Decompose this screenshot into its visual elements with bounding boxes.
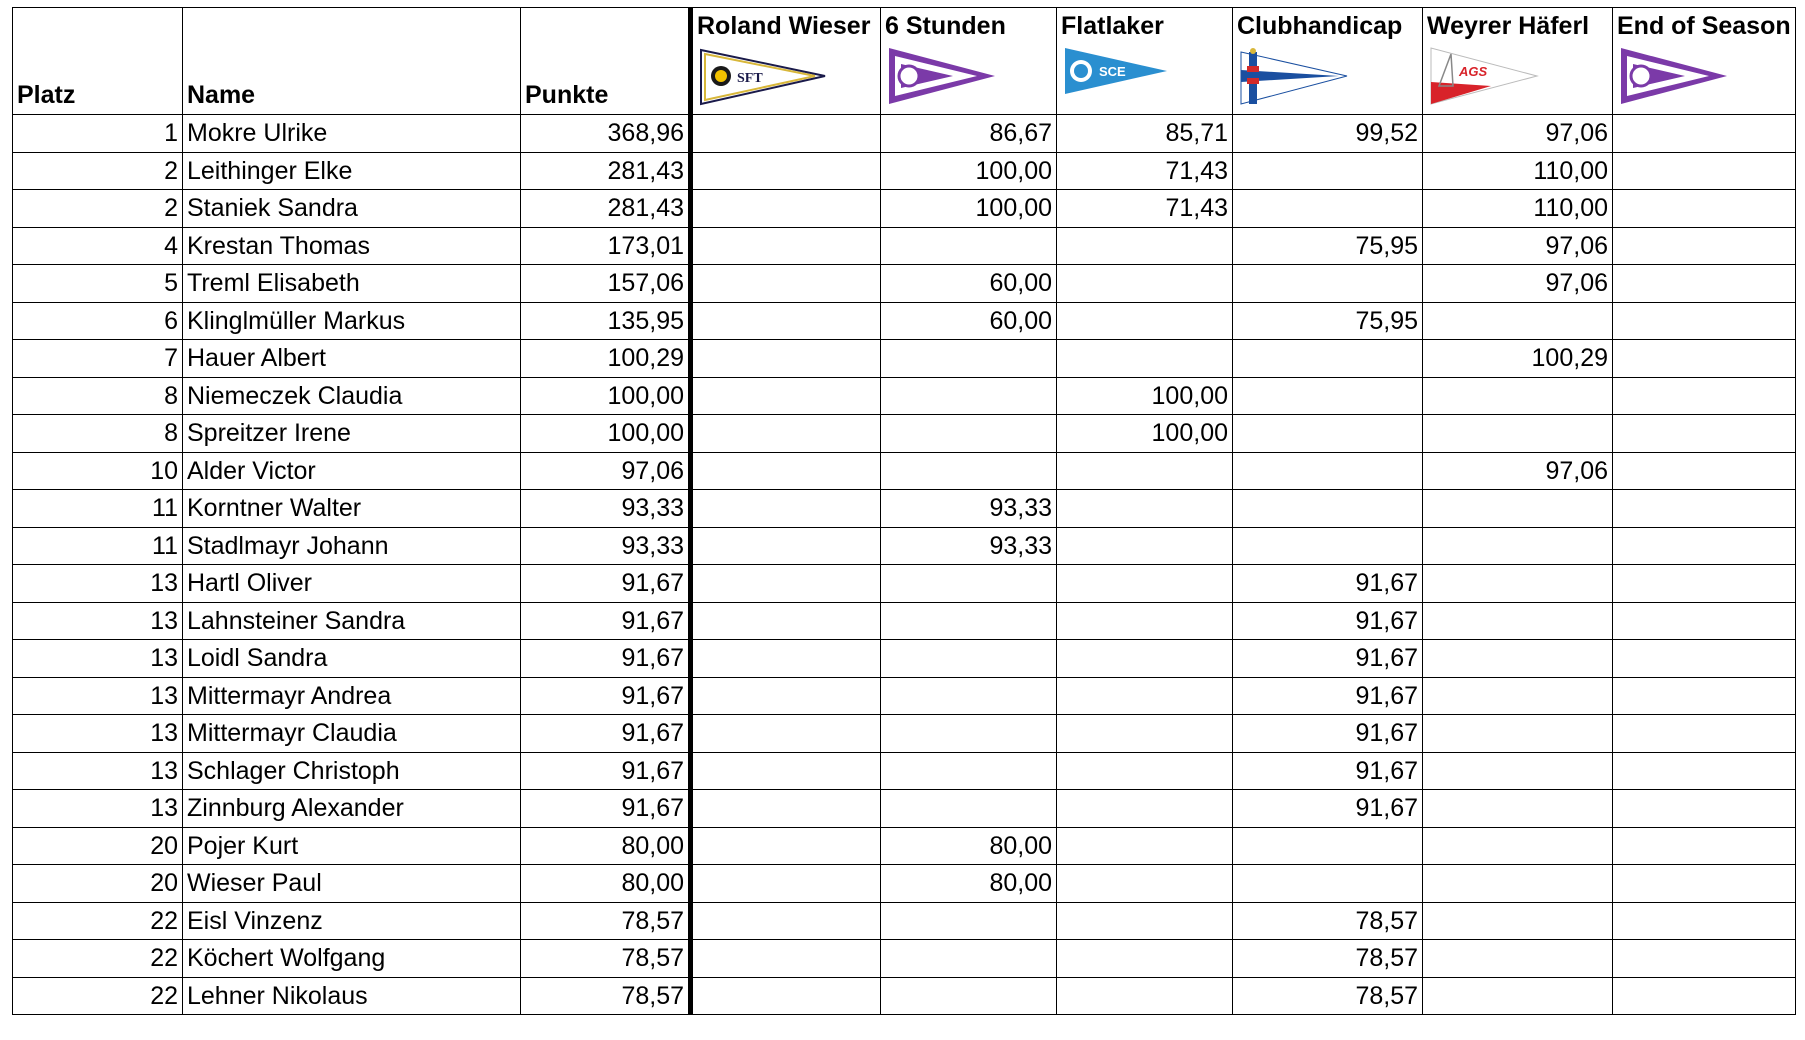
event-points-cell[interactable] (1613, 677, 1796, 715)
event-points-cell[interactable] (1233, 865, 1423, 903)
name-cell[interactable]: Staniek Sandra (183, 190, 521, 228)
punkte-cell[interactable]: 173,01 (521, 227, 691, 265)
platz-cell[interactable]: 20 (13, 865, 183, 903)
table-row (13, 865, 1796, 903)
event-points-cell[interactable]: 100,00 (881, 152, 1057, 190)
event-points-cell[interactable] (881, 452, 1057, 490)
platz-cell[interactable]: 13 (13, 602, 183, 640)
name-cell[interactable]: Krestan Thomas (183, 227, 521, 265)
purple-burgee-icon (887, 46, 997, 106)
results-table (12, 7, 1796, 1015)
event-points-cell[interactable]: 100,00 (1057, 415, 1233, 453)
event-points-cell[interactable] (1613, 452, 1796, 490)
table-row (13, 715, 1796, 753)
event-points-cell[interactable]: 97,06 (1423, 452, 1613, 490)
event-points-cell[interactable] (691, 340, 881, 378)
name-cell[interactable]: Mittermayr Claudia (183, 715, 521, 753)
event-points-cell[interactable]: 93,33 (881, 490, 1057, 528)
event-points-cell[interactable] (691, 115, 881, 153)
ags-burgee-icon (1429, 46, 1539, 106)
event-points-cell[interactable] (881, 752, 1057, 790)
event-points-cell[interactable] (1057, 602, 1233, 640)
event-points-cell[interactable] (881, 677, 1057, 715)
event-points-cell[interactable] (1423, 752, 1613, 790)
table-row (13, 977, 1796, 1015)
punkte-cell[interactable]: 78,57 (521, 902, 691, 940)
event-points-cell[interactable] (691, 415, 881, 453)
event-points-cell[interactable] (1233, 152, 1423, 190)
event-points-cell[interactable] (1613, 190, 1796, 228)
event-points-cell[interactable] (1233, 490, 1423, 528)
name-cell[interactable]: Leithinger Elke (183, 152, 521, 190)
event-points-cell[interactable] (1233, 452, 1423, 490)
event-points-cell[interactable] (1423, 865, 1613, 903)
event-points-cell[interactable] (1613, 902, 1796, 940)
event-points-cell[interactable] (1423, 565, 1613, 603)
event-points-cell[interactable] (691, 940, 881, 978)
event-points-cell[interactable] (1233, 527, 1423, 565)
event-points-cell[interactable] (691, 640, 881, 678)
name-cell[interactable]: Stadlmayr Johann (183, 527, 521, 565)
punkte-cell[interactable]: 91,67 (521, 640, 691, 678)
event-points-cell[interactable] (1057, 452, 1233, 490)
event-points-cell[interactable] (1057, 227, 1233, 265)
event-points-cell[interactable] (1057, 940, 1233, 978)
event-title: 6 Stunden (885, 12, 1006, 40)
table-row (13, 602, 1796, 640)
event-points-cell[interactable] (1057, 527, 1233, 565)
platz-cell[interactable]: 13 (13, 677, 183, 715)
event-header-roland-wieser[interactable] (691, 8, 881, 115)
event-points-cell[interactable] (881, 415, 1057, 453)
punkte-cell[interactable]: 157,06 (521, 265, 691, 303)
platz-cell[interactable]: 11 (13, 527, 183, 565)
name-cell[interactable]: Lahnsteiner Sandra (183, 602, 521, 640)
event-points-cell[interactable]: 97,06 (1423, 265, 1613, 303)
punkte-cell[interactable]: 91,67 (521, 715, 691, 753)
header-row (13, 8, 1796, 115)
platz-cell[interactable]: 22 (13, 940, 183, 978)
name-header[interactable]: Name (183, 8, 521, 115)
platz-cell[interactable]: 6 (13, 302, 183, 340)
table-row (13, 265, 1796, 303)
name-cell[interactable]: Hauer Albert (183, 340, 521, 378)
event-points-cell[interactable] (1613, 115, 1796, 153)
ags-flag-label: AGS (1459, 64, 1488, 79)
name-cell[interactable]: Mittermayr Andrea (183, 677, 521, 715)
event-points-cell[interactable] (691, 677, 881, 715)
name-cell[interactable]: Alder Victor (183, 452, 521, 490)
event-points-cell[interactable] (1423, 902, 1613, 940)
event-points-cell[interactable]: 78,57 (1233, 940, 1423, 978)
punkte-cell[interactable]: 93,33 (521, 527, 691, 565)
event-points-cell[interactable]: 78,57 (1233, 902, 1423, 940)
event-points-cell[interactable]: 71,43 (1057, 152, 1233, 190)
event-points-cell[interactable] (881, 340, 1057, 378)
event-points-cell[interactable] (1057, 265, 1233, 303)
platz-cell[interactable]: 8 (13, 377, 183, 415)
punkte-cell[interactable]: 281,43 (521, 152, 691, 190)
event-points-cell[interactable] (1233, 265, 1423, 303)
event-points-cell[interactable] (1613, 977, 1796, 1015)
event-points-cell[interactable] (1057, 340, 1233, 378)
platz-cell[interactable]: 2 (13, 152, 183, 190)
event-points-cell[interactable]: 78,57 (1233, 977, 1423, 1015)
event-points-cell[interactable] (691, 565, 881, 603)
event-points-cell[interactable]: 91,67 (1233, 640, 1423, 678)
event-points-cell[interactable] (691, 490, 881, 528)
event-points-cell[interactable] (1057, 827, 1233, 865)
event-points-cell[interactable] (1613, 490, 1796, 528)
event-points-cell[interactable]: 110,00 (1423, 190, 1613, 228)
event-points-cell[interactable] (691, 902, 881, 940)
platz-cell[interactable]: 1 (13, 115, 183, 153)
name-cell[interactable]: Loidl Sandra (183, 640, 521, 678)
punkte-cell[interactable]: 281,43 (521, 190, 691, 228)
punkte-cell[interactable]: 135,95 (521, 302, 691, 340)
punkte-cell[interactable]: 97,06 (521, 452, 691, 490)
event-points-cell[interactable] (881, 902, 1057, 940)
punkte-cell[interactable]: 80,00 (521, 827, 691, 865)
event-points-cell[interactable] (1057, 565, 1233, 603)
punkte-cell[interactable]: 91,67 (521, 565, 691, 603)
name-cell[interactable]: Niemeczek Claudia (183, 377, 521, 415)
event-points-cell[interactable] (691, 265, 881, 303)
event-points-cell[interactable] (691, 865, 881, 903)
event-header-clubhandicap[interactable] (1233, 8, 1423, 115)
event-points-cell[interactable] (1423, 827, 1613, 865)
event-points-cell[interactable] (881, 377, 1057, 415)
punkte-cell[interactable]: 78,57 (521, 940, 691, 978)
platz-header[interactable]: Platz (13, 8, 183, 115)
event-points-cell[interactable] (881, 565, 1057, 603)
event-points-cell[interactable] (1613, 227, 1796, 265)
event-header-6-stunden[interactable] (881, 8, 1057, 115)
name-cell[interactable]: Klinglmüller Markus (183, 302, 521, 340)
platz-cell[interactable]: 13 (13, 752, 183, 790)
punkte-cell[interactable]: 100,29 (521, 340, 691, 378)
platz-cell[interactable]: 20 (13, 827, 183, 865)
event-points-cell[interactable]: 97,06 (1423, 227, 1613, 265)
punkte-cell[interactable]: 91,67 (521, 752, 691, 790)
punkte-header[interactable]: Punkte (521, 8, 691, 115)
platz-cell[interactable]: 5 (13, 265, 183, 303)
event-points-cell[interactable]: 100,00 (1057, 377, 1233, 415)
event-points-cell[interactable] (1613, 752, 1796, 790)
event-points-cell[interactable] (1423, 415, 1613, 453)
event-points-cell[interactable] (1613, 415, 1796, 453)
event-points-cell[interactable] (691, 527, 881, 565)
sce-burgee-icon (1063, 46, 1173, 96)
name-cell[interactable]: Spreitzer Irene (183, 415, 521, 453)
event-points-cell[interactable]: 91,67 (1233, 677, 1423, 715)
platz-cell[interactable]: 10 (13, 452, 183, 490)
platz-cell[interactable]: 13 (13, 790, 183, 828)
event-points-cell[interactable] (1613, 602, 1796, 640)
event-points-cell[interactable] (1233, 415, 1423, 453)
punkte-cell[interactable]: 100,00 (521, 377, 691, 415)
table-row (13, 340, 1796, 378)
event-header-end-of-season[interactable] (1613, 8, 1796, 115)
table-row (13, 115, 1796, 153)
event-points-cell[interactable] (691, 227, 881, 265)
platz-cell[interactable]: 7 (13, 340, 183, 378)
event-points-cell[interactable]: 91,67 (1233, 790, 1423, 828)
event-points-cell[interactable] (1423, 677, 1613, 715)
name-cell[interactable]: Pojer Kurt (183, 827, 521, 865)
event-points-cell[interactable]: 75,95 (1233, 302, 1423, 340)
event-points-cell[interactable]: 110,00 (1423, 152, 1613, 190)
table-row (13, 302, 1796, 340)
table-row (13, 752, 1796, 790)
platz-cell[interactable]: 11 (13, 490, 183, 528)
event-points-cell[interactable] (1423, 490, 1613, 528)
event-title: Weyrer Häferl (1427, 12, 1590, 40)
event-points-cell[interactable] (1233, 340, 1423, 378)
event-points-cell[interactable] (1423, 940, 1613, 978)
event-points-cell[interactable] (1613, 790, 1796, 828)
event-points-cell[interactable] (1057, 977, 1233, 1015)
platz-cell[interactable]: 4 (13, 227, 183, 265)
event-points-cell[interactable]: 93,33 (881, 527, 1057, 565)
sce-flag-label: SCE (1099, 64, 1126, 79)
event-points-cell[interactable] (881, 640, 1057, 678)
name-cell[interactable]: Schlager Christoph (183, 752, 521, 790)
event-points-cell[interactable] (1057, 715, 1233, 753)
event-points-cell[interactable] (691, 152, 881, 190)
platz-cell[interactable]: 13 (13, 640, 183, 678)
event-points-cell[interactable] (1057, 302, 1233, 340)
event-points-cell[interactable] (1613, 340, 1796, 378)
event-title: Clubhandicap (1237, 12, 1403, 40)
event-header-flatlaker[interactable] (1057, 8, 1233, 115)
table-row (13, 940, 1796, 978)
table-row (13, 490, 1796, 528)
event-title: Roland Wieser (697, 12, 871, 40)
event-points-cell[interactable]: 60,00 (881, 265, 1057, 303)
event-points-cell[interactable] (881, 790, 1057, 828)
event-points-cell[interactable] (691, 977, 881, 1015)
event-points-cell[interactable] (691, 602, 881, 640)
event-points-cell[interactable] (881, 715, 1057, 753)
event-points-cell[interactable] (1613, 565, 1796, 603)
table-row (13, 677, 1796, 715)
event-points-cell[interactable] (1423, 377, 1613, 415)
event-points-cell[interactable] (1057, 677, 1233, 715)
table-row (13, 190, 1796, 228)
platz-cell[interactable]: 8 (13, 415, 183, 453)
table-row (13, 527, 1796, 565)
table-row (13, 227, 1796, 265)
event-title: End of Season (1617, 12, 1791, 40)
event-points-cell[interactable] (1057, 790, 1233, 828)
event-points-cell[interactable] (691, 715, 881, 753)
event-points-cell[interactable] (1613, 302, 1796, 340)
table-row (13, 152, 1796, 190)
event-points-cell[interactable]: 60,00 (881, 302, 1057, 340)
platz-cell[interactable]: 22 (13, 977, 183, 1015)
event-points-cell[interactable] (1423, 302, 1613, 340)
event-points-cell[interactable] (1423, 977, 1613, 1015)
event-points-cell[interactable] (691, 452, 881, 490)
name-cell[interactable]: Zinnburg Alexander (183, 790, 521, 828)
platz-cell[interactable]: 2 (13, 190, 183, 228)
event-points-cell[interactable] (1233, 827, 1423, 865)
event-header-weyrer-haeferl[interactable] (1423, 8, 1613, 115)
table-row (13, 827, 1796, 865)
sft-flag-label: SFT (737, 71, 763, 86)
event-points-cell[interactable] (1613, 940, 1796, 978)
punkte-cell[interactable]: 91,67 (521, 790, 691, 828)
table-row (13, 790, 1796, 828)
platz-cell[interactable]: 13 (13, 715, 183, 753)
name-cell[interactable]: Eisl Vinzenz (183, 902, 521, 940)
table-row (13, 452, 1796, 490)
event-points-cell[interactable] (1423, 527, 1613, 565)
event-points-cell[interactable] (881, 602, 1057, 640)
event-points-cell[interactable] (1613, 152, 1796, 190)
punkte-cell[interactable]: 80,00 (521, 865, 691, 903)
name-cell[interactable]: Köchert Wolfgang (183, 940, 521, 978)
sft-burgee-icon (699, 46, 829, 106)
name-cell[interactable]: Wieser Paul (183, 865, 521, 903)
table-row (13, 565, 1796, 603)
event-points-cell[interactable] (1613, 865, 1796, 903)
event-points-cell[interactable]: 100,29 (1423, 340, 1613, 378)
event-points-cell[interactable] (691, 190, 881, 228)
table-row (13, 640, 1796, 678)
event-points-cell[interactable]: 80,00 (881, 827, 1057, 865)
event-points-cell[interactable] (1613, 640, 1796, 678)
event-points-cell[interactable] (1613, 377, 1796, 415)
purple-burgee-icon (1619, 46, 1729, 106)
table-row (13, 902, 1796, 940)
event-points-cell[interactable]: 86,67 (881, 115, 1057, 153)
event-points-cell[interactable]: 91,67 (1233, 565, 1423, 603)
punkte-cell[interactable]: 91,67 (521, 677, 691, 715)
event-points-cell[interactable] (1613, 827, 1796, 865)
punkte-cell[interactable]: 100,00 (521, 415, 691, 453)
event-points-cell[interactable] (1423, 715, 1613, 753)
event-points-cell[interactable] (1057, 490, 1233, 528)
event-points-cell[interactable] (691, 827, 881, 865)
punkte-cell[interactable]: 368,96 (521, 115, 691, 153)
event-points-cell[interactable]: 100,00 (881, 190, 1057, 228)
table-row (13, 377, 1796, 415)
punkte-cell[interactable]: 93,33 (521, 490, 691, 528)
clubhandicap-burgee-icon (1239, 46, 1349, 106)
name-cell[interactable]: Lehner Nikolaus (183, 977, 521, 1015)
event-points-cell[interactable] (881, 977, 1057, 1015)
event-points-cell[interactable]: 91,67 (1233, 752, 1423, 790)
event-points-cell[interactable] (691, 302, 881, 340)
event-points-cell[interactable]: 71,43 (1057, 190, 1233, 228)
event-points-cell[interactable] (1423, 640, 1613, 678)
name-cell[interactable]: Mokre Ulrike (183, 115, 521, 153)
event-points-cell[interactable] (691, 377, 881, 415)
event-points-cell[interactable] (1057, 902, 1233, 940)
punkte-cell[interactable]: 91,67 (521, 602, 691, 640)
event-points-cell[interactable] (1233, 190, 1423, 228)
name-cell[interactable]: Hartl Oliver (183, 565, 521, 603)
event-points-cell[interactable] (1613, 715, 1796, 753)
platz-cell[interactable]: 13 (13, 565, 183, 603)
event-points-cell[interactable] (1423, 602, 1613, 640)
event-points-cell[interactable]: 99,52 (1233, 115, 1423, 153)
event-points-cell[interactable]: 91,67 (1233, 715, 1423, 753)
event-points-cell[interactable] (881, 227, 1057, 265)
event-points-cell[interactable] (1233, 377, 1423, 415)
event-points-cell[interactable]: 97,06 (1423, 115, 1613, 153)
event-points-cell[interactable] (691, 752, 881, 790)
event-points-cell[interactable]: 75,95 (1233, 227, 1423, 265)
name-cell[interactable]: Treml Elisabeth (183, 265, 521, 303)
event-title: Flatlaker (1061, 12, 1164, 40)
event-points-cell[interactable] (1613, 265, 1796, 303)
platz-cell[interactable]: 22 (13, 902, 183, 940)
event-points-cell[interactable]: 91,67 (1233, 602, 1423, 640)
event-points-cell[interactable] (1057, 752, 1233, 790)
event-points-cell[interactable]: 80,00 (881, 865, 1057, 903)
event-points-cell[interactable] (881, 940, 1057, 978)
punkte-cell[interactable]: 78,57 (521, 977, 691, 1015)
table-row (13, 415, 1796, 453)
event-points-cell[interactable]: 85,71 (1057, 115, 1233, 153)
event-points-cell[interactable] (1613, 527, 1796, 565)
name-cell[interactable]: Korntner Walter (183, 490, 521, 528)
event-points-cell[interactable] (691, 790, 881, 828)
event-points-cell[interactable] (1423, 790, 1613, 828)
event-points-cell[interactable] (1057, 640, 1233, 678)
event-points-cell[interactable] (1057, 865, 1233, 903)
